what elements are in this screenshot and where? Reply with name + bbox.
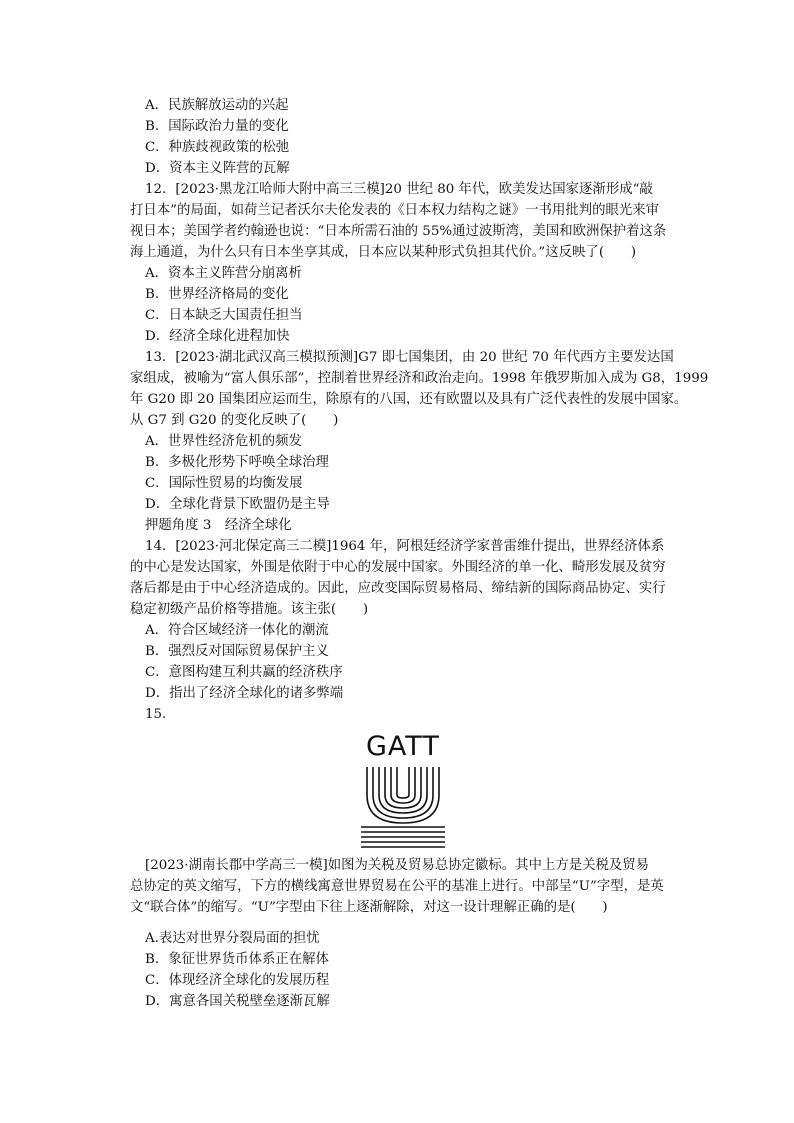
q11-option-a[interactable]: A．民族解放运动的兴起 [145, 98, 289, 113]
q12-option-a[interactable]: A．资本主义阵营分崩离析 [145, 266, 302, 281]
q11-option-d[interactable]: D．资本主义阵营的瓦解 [145, 161, 290, 176]
q13-option-a[interactable]: A．世界性经济危机的频发 [145, 434, 302, 449]
section-heading: 押题角度 3 经济全球化 [145, 518, 292, 533]
q11-option-b[interactable]: B．国际政治力量的变化 [145, 119, 289, 134]
q15-option-c[interactable]: C．体现经济全球化的发展历程 [145, 973, 330, 988]
q13-stem-line-4: 从 G7 到 G20 的变化反映了( ) [130, 413, 339, 428]
q15-stem-line-2: 总协定的英文缩写，下方的横线寓意世界贸易在公平的基准上进行。中部呈“U”字型，是英 [130, 879, 664, 894]
q13-option-b[interactable]: B．多极化形势下呼唤全球治理 [145, 455, 329, 470]
q15-option-d[interactable]: D．寓意各国关税壁垒逐渐瓦解 [145, 994, 330, 1009]
q12-stem-line-1: 12．[2023·黑龙江哈师大附中高三三模]20 世纪 80 年代，欧美发达国家逐渐形成“敲 [145, 182, 653, 197]
q12-option-d[interactable]: D．经济全球化进程加快 [145, 329, 290, 344]
q13-option-c[interactable]: C．国际性贸易的均衡发展 [145, 476, 303, 491]
q12-option-b[interactable]: B．世界经济格局的变化 [145, 287, 289, 302]
q15-stem-line-1: [2023·湖南长郡中学高三一模]如图为关税及贸易总协定徽标。其中上方是关税及贸易 [145, 858, 650, 873]
q14-option-d[interactable]: D．指出了经济全球化的诸多弊端 [145, 686, 344, 701]
q15-stem-line-3: 文“联合体”的缩写。“U”字型由下往上逐渐解除，对这一设计理解正确的是( ) [130, 900, 608, 915]
q12-option-c[interactable]: C．日本缺乏大国责任担当 [145, 308, 303, 323]
gatt-logo-text: GATT [366, 731, 440, 762]
q14-stem-line-3: 落后都是由于中心经济造成的。因此，应改变国际贸易格局、缔结新的国际商品协定、实行 [130, 581, 666, 596]
q13-option-d[interactable]: D．全球化背景下欧盟仍是主导 [145, 497, 330, 512]
q14-option-a[interactable]: A．符合区域经济一体化的潮流 [145, 623, 329, 638]
q12-stem-line-4: 海上通道，为什么只有日本坐享其成，日本应以某种形式负担其代价。”这反映了( ) [130, 245, 637, 260]
q14-stem-line-2: 的中心是发达国家，外围是依附于中心的发展中国家。外围经济的单一化、畸形发展及贫穷 [130, 560, 666, 575]
q15-option-b[interactable]: B．象征世界货币体系正在解体 [145, 952, 329, 967]
q13-stem-line-3: 年 G20 即 20 国集团应运而生，除原有的八国，还有欧盟以及具有广泛代表性的发展中国家。 [130, 392, 688, 407]
q14-stem-line-1: 14．[2023·河北保定高三二模]1964 年，阿根廷经济学家普雷维什提出，世界经济体系 [145, 539, 665, 554]
q11-option-c[interactable]: C．种族歧视政策的松弛 [145, 140, 290, 155]
q13-stem-line-2: 家组成，被喻为“富人俱乐部”，控制着世界经济和政治走向。1998 年俄罗斯加入成为 G8，1999 [130, 371, 709, 386]
q12-stem-line-3: 视日本；美国学者约翰逊也说：“日本所需石油的 55%通过波斯湾，美国和欧洲保护着这条 [130, 224, 667, 239]
q14-stem-line-4: 稳定初级产品价格等措施。该主张( ) [130, 602, 369, 617]
q14-option-c[interactable]: C．意图构建互利共赢的经济秩序 [145, 665, 343, 680]
q15-number: 15. [145, 707, 167, 722]
q12-stem-line-2: 打日本”的局面，如荷兰记者沃尔夫伦发表的《日本权力结构之谜》一书用批判的眼光来审 [130, 203, 660, 218]
q13-stem-line-1: 13．[2023·湖北武汉高三模拟预测]G7 即七国集团，由 20 世纪 70 年代西方主要发达国 [145, 350, 674, 365]
q14-option-b[interactable]: B．强烈反对国际贸易保护主义 [145, 644, 329, 659]
gatt-u-emblem-icon [357, 765, 449, 849]
q15-option-a[interactable]: A.表达对世界分裂局面的担忧 [145, 931, 320, 946]
